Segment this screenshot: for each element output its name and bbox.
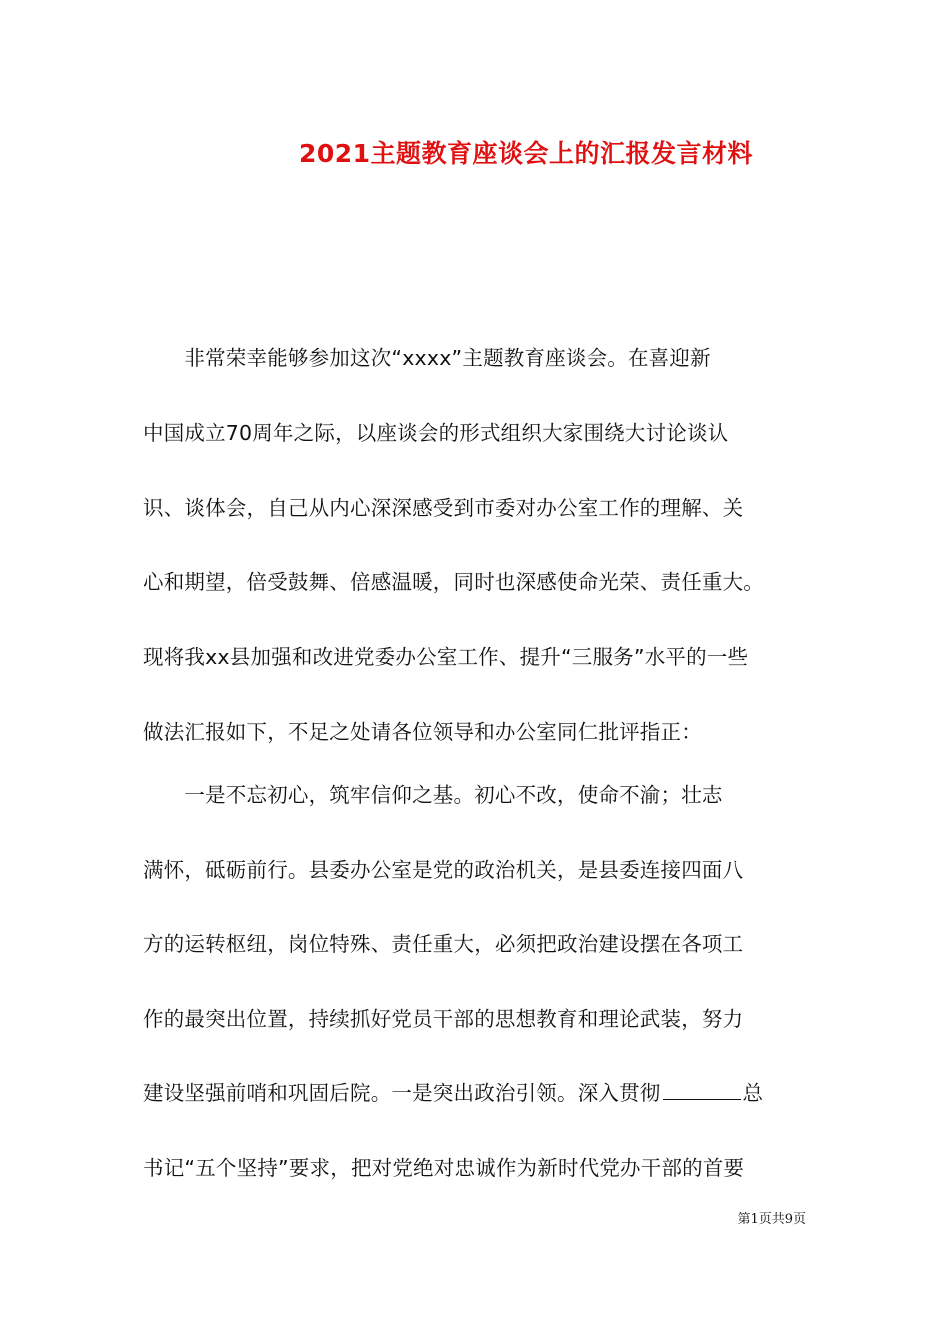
paragraph-line: 一是不忘初心，筑牢信仰之基。初心不改，使命不渝；壮志 (143, 783, 723, 807)
paragraph-line: 现将我xx县加强和改进党委办公室工作、提升“三服务”水平的一些 (143, 645, 749, 669)
paragraph-line: 中国成立70周年之际，以座谈会的形式组织大家围绕大讨论谈认 (143, 421, 729, 445)
paragraph-line: 方的运转枢纽，岗位特殊、责任重大，必须把政治建设摆在各项工 (143, 932, 744, 956)
paragraph-line: 做法汇报如下，不足之处请各位领导和办公室同仁批评指正： (143, 720, 702, 744)
page-number-footer: 第1页共9页 (737, 1212, 806, 1227)
paragraph-line: 满怀，砥砺前行。县委办公室是党的政治机关，是县委连接四面八 (143, 858, 744, 882)
line-text-after-blank: 总 (742, 1081, 764, 1105)
paragraph-line: 书记“五个坚持”要求，把对党绝对忠诚作为新时代党办干部的首要 (143, 1156, 745, 1180)
line-text-before-blank: 建设坚强前哨和巩固后院。一是突出政治引领。深入贯彻 (143, 1081, 661, 1105)
paragraph-line: 识、谈体会，自己从内心深深感受到市委对办公室工作的理解、关 (143, 496, 744, 520)
paragraph-line-with-blank (143, 1078, 811, 1108)
fill-in-blank (663, 1079, 741, 1100)
document-title: 2021主题教育座谈会上的汇报发言材料 (298, 139, 754, 168)
paragraph-line: 非常荣幸能够参加这次“xxxx”主题教育座谈会。在喜迎新 (143, 346, 711, 370)
paragraph-line: 心和期望，倍受鼓舞、倍感温暖，同时也深感使命光荣、责任重大。 (143, 570, 764, 594)
paragraph-line: 作的最突出位置，持续抓好党员干部的思想教育和理论武装，努力 (143, 1007, 744, 1031)
